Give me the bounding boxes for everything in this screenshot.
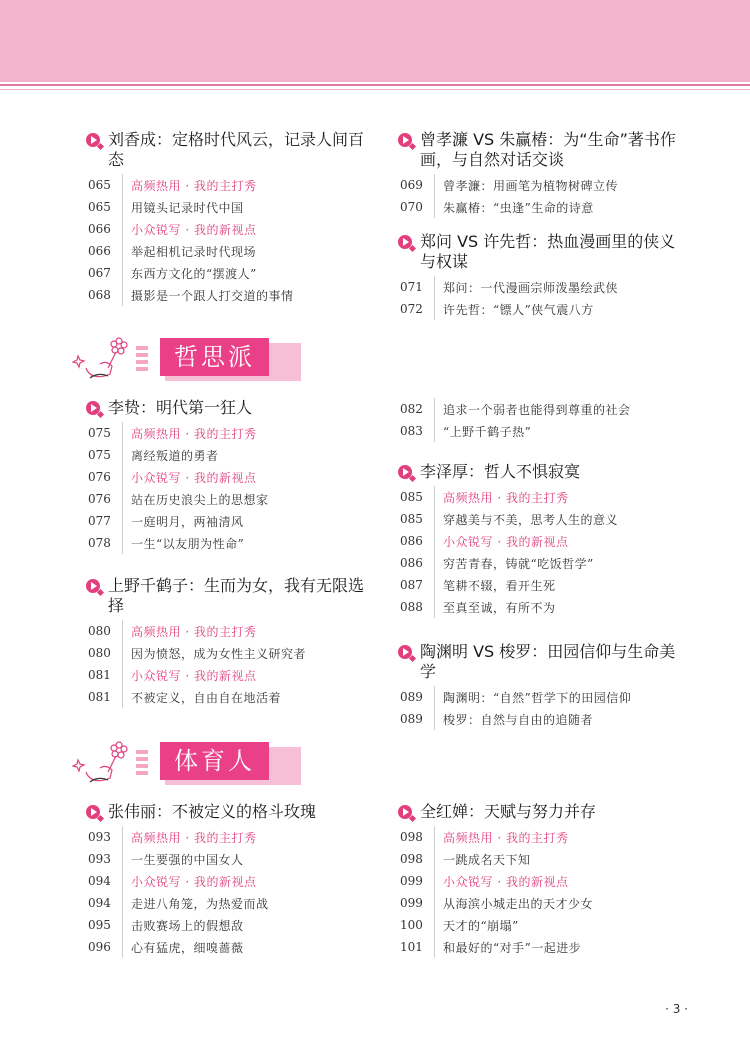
toc-section-zheng (398, 232, 688, 320)
section-title: 李泽厚：哲人不惧寂寞 (420, 462, 581, 481)
entry-title: 高频热用 · 我的主打秀 (131, 830, 257, 845)
entry-divider (122, 174, 123, 196)
toc-entry[interactable] (86, 936, 376, 958)
toc-entry[interactable] (86, 642, 376, 664)
toc-entry[interactable] (86, 510, 376, 532)
page-ref: 093 (88, 830, 111, 844)
play-bullet-icon (86, 133, 100, 147)
play-bullet-icon (398, 235, 412, 249)
toc-entry[interactable] (398, 870, 688, 892)
toc-list (398, 398, 688, 442)
page-ref: 095 (88, 918, 111, 932)
toc-section-zeng (398, 130, 688, 218)
section-heading (86, 802, 376, 822)
toc-entry[interactable] (398, 298, 688, 320)
page-ref: 071 (400, 280, 423, 294)
page-ref: 093 (88, 852, 111, 866)
entry-title: 不被定义，自由自在地活着 (131, 690, 282, 705)
page-ref: 081 (88, 668, 111, 682)
page-ref: 077 (88, 514, 111, 528)
entry-divider (122, 444, 123, 466)
section-title: 刘香成：定格时代风云，记录人间百态 (108, 130, 365, 169)
entry-divider (434, 826, 435, 848)
entry-title: 从海滨小城走出的天才少女 (443, 896, 594, 911)
entry-divider (122, 914, 123, 936)
page-ref: 075 (88, 448, 111, 462)
entry-title: 心有猛虎，细嗅蔷薇 (131, 940, 244, 955)
toc-section-liu (86, 130, 376, 306)
toc-entry[interactable] (398, 486, 688, 508)
toc-section-quan (398, 802, 688, 958)
header-divider-thin (0, 89, 750, 90)
page-ref: 078 (88, 536, 111, 550)
section-heading (398, 232, 688, 272)
toc-section-ueno-cont (398, 394, 688, 442)
entry-title: 击败赛场上的假想敌 (131, 918, 244, 933)
toc-list (398, 174, 688, 218)
entry-divider (434, 574, 435, 596)
entry-title: 东西方文化的“摆渡人” (131, 266, 257, 281)
toc-entry[interactable] (86, 914, 376, 936)
entry-title: 小众锐写 · 我的新视点 (443, 534, 569, 549)
play-bullet-icon (398, 645, 412, 659)
page-ref: 081 (88, 690, 111, 704)
entry-title: 许先哲：“镖人”侠气震八方 (443, 302, 594, 317)
entry-title: 和最好的“对手”一起进步 (443, 940, 582, 955)
header-divider (0, 84, 750, 86)
page-ref: 065 (88, 200, 111, 214)
category-sports (72, 736, 302, 780)
entry-title: 穷苦青春，铸就“吃饭哲学” (443, 556, 594, 571)
toc-entry[interactable] (398, 174, 688, 196)
entry-title: 小众锐写 · 我的新视点 (131, 668, 257, 683)
page-ref: 086 (400, 534, 423, 548)
toc-entry[interactable] (398, 914, 688, 936)
section-title: 李贽：明代第一狂人 (108, 398, 253, 417)
page-ref: 080 (88, 646, 111, 660)
entry-divider (122, 642, 123, 664)
entry-divider (434, 398, 435, 420)
entry-divider (122, 826, 123, 848)
entry-title: 笔耕不辍，看开生死 (443, 578, 556, 593)
entry-title: 曾孝濂：用画笔为植物树碑立传 (443, 178, 619, 193)
flower-hand-icon (72, 736, 132, 796)
category-title: 体育人 (160, 742, 269, 780)
page-ref: 072 (400, 302, 423, 316)
entry-divider (122, 196, 123, 218)
flower-hand-icon (72, 332, 132, 392)
section-heading (398, 802, 688, 822)
entry-divider (122, 892, 123, 914)
section-heading (398, 642, 688, 682)
entry-divider (434, 892, 435, 914)
page-ref: 098 (400, 830, 423, 844)
play-bullet-icon (398, 805, 412, 819)
entry-title: 走进八角笼，为热爱而战 (131, 896, 269, 911)
page-ref: 083 (400, 424, 423, 438)
toc-section-lizehou (398, 462, 688, 618)
toc-entry[interactable] (86, 240, 376, 262)
entry-divider (122, 848, 123, 870)
entry-title: 离经叛道的勇者 (131, 448, 219, 463)
page-ref: 065 (88, 178, 111, 192)
page-ref: 100 (400, 918, 423, 932)
toc-entry[interactable] (398, 826, 688, 848)
toc-entry[interactable] (398, 686, 688, 708)
entry-title: 郑问：一代漫画宗师泼墨绘武侠 (443, 280, 619, 295)
entry-divider (434, 870, 435, 892)
toc-entry[interactable] (86, 488, 376, 510)
toc-entry[interactable] (398, 420, 688, 442)
toc-entry[interactable] (398, 276, 688, 298)
page-ref: 094 (88, 874, 111, 888)
toc-entry[interactable] (86, 218, 376, 240)
toc-entry[interactable] (86, 664, 376, 686)
entry-divider (122, 664, 123, 686)
toc-entry[interactable] (86, 686, 376, 708)
toc-entry[interactable] (398, 848, 688, 870)
toc-entry[interactable] (86, 870, 376, 892)
toc-entry[interactable] (86, 826, 376, 848)
toc-entry[interactable] (398, 398, 688, 420)
section-title: 张伟丽：不被定义的格斗玫瑰 (108, 802, 317, 821)
entry-title: 一生“以友朋为性命” (131, 536, 245, 551)
toc-entry[interactable] (86, 196, 376, 218)
entry-title: “上野千鹤子热” (443, 424, 532, 439)
page-ref: 066 (88, 222, 111, 236)
entry-title: 至真至诚，有所不为 (443, 600, 556, 615)
toc-entry[interactable] (398, 708, 688, 730)
page-ref: 066 (88, 244, 111, 258)
entry-divider (434, 708, 435, 730)
toc-entry[interactable] (86, 174, 376, 196)
entry-divider (434, 914, 435, 936)
page-ref: 068 (88, 288, 111, 302)
section-heading (86, 130, 376, 170)
toc-entry[interactable] (398, 892, 688, 914)
toc-entry[interactable] (398, 508, 688, 530)
page-ref: 094 (88, 896, 111, 910)
toc-list (398, 486, 688, 618)
entry-title: 一生要强的中国女人 (131, 852, 244, 867)
page-ref: 069 (400, 178, 423, 192)
entry-title: 举起相机记录时代现场 (131, 244, 257, 259)
entry-title: 朱赢椿：“虫逢”生命的诗意 (443, 200, 594, 215)
entry-divider (434, 420, 435, 442)
entry-divider (122, 686, 123, 708)
play-bullet-icon (398, 465, 412, 479)
section-heading (86, 576, 376, 616)
page-ref: 080 (88, 624, 111, 638)
page-ref: 085 (400, 490, 423, 504)
page-ref: 076 (88, 492, 111, 506)
play-bullet-icon (86, 805, 100, 819)
section-title: 上野千鹤子：生而为女，我有无限选择 (108, 576, 365, 615)
toc-entry[interactable] (86, 532, 376, 554)
section-title: 全红婵：天赋与努力并存 (420, 802, 597, 821)
entry-divider (122, 240, 123, 262)
entry-title: 高频热用 · 我的主打秀 (131, 178, 257, 193)
entry-title: 穿越美与不美，思考人生的意义 (443, 512, 619, 527)
toc-entry[interactable] (86, 848, 376, 870)
page-ref: 075 (88, 426, 111, 440)
page-ref: 086 (400, 556, 423, 570)
entry-divider (434, 552, 435, 574)
entry-divider (434, 596, 435, 618)
play-bullet-icon (86, 579, 100, 593)
entry-title: 一庭明月，两袖清风 (131, 514, 244, 529)
entry-divider (122, 466, 123, 488)
toc-list (398, 686, 688, 730)
entry-divider (122, 510, 123, 532)
toc-list (398, 826, 688, 958)
section-heading (398, 462, 688, 482)
page-ref: 076 (88, 470, 111, 484)
page-ref: 087 (400, 578, 423, 592)
section-heading (86, 398, 376, 418)
toc-list (86, 422, 376, 554)
entry-divider (434, 530, 435, 552)
toc-entry[interactable] (86, 620, 376, 642)
entry-divider (122, 620, 123, 642)
entry-title: 摄影是一个跟人打交道的事情 (131, 288, 294, 303)
page-ref: 067 (88, 266, 111, 280)
entry-divider (122, 532, 123, 554)
toc-list (86, 620, 376, 708)
entry-divider (122, 422, 123, 444)
page-ref: 089 (400, 690, 423, 704)
entry-divider (122, 488, 123, 510)
entry-title: 梭罗：自然与自由的追随者 (443, 712, 594, 727)
toc-entry[interactable] (398, 596, 688, 618)
toc-entry[interactable] (398, 530, 688, 552)
page-number: · 3 · (665, 1002, 688, 1016)
category-title: 哲思派 (160, 338, 269, 376)
category-philosophy (72, 332, 302, 376)
entry-divider (122, 284, 123, 306)
toc-section-li (86, 398, 376, 554)
entry-title: 一跳成名天下知 (443, 852, 531, 867)
play-bullet-icon (86, 401, 100, 415)
section-title: 郑问 VS 许先哲：热血漫画里的侠义与权谋 (420, 232, 676, 271)
entry-divider (122, 262, 123, 284)
toc-entry[interactable] (86, 444, 376, 466)
toc-entry[interactable] (86, 284, 376, 306)
toc-entry[interactable] (86, 422, 376, 444)
entry-title: 追求一个弱者也能得到尊重的社会 (443, 402, 631, 417)
entry-divider (434, 276, 435, 298)
entry-title: 因为愤怒，成为女性主义研究者 (131, 646, 307, 661)
entry-divider (434, 174, 435, 196)
entry-title: 用镜头记录时代中国 (131, 200, 244, 215)
page-ref: 085 (400, 512, 423, 526)
page-ref: 082 (400, 402, 423, 416)
toc-list (86, 174, 376, 306)
entry-divider (122, 870, 123, 892)
entry-title: 高频热用 · 我的主打秀 (443, 490, 569, 505)
toc-entry[interactable] (86, 262, 376, 284)
entry-title: 站在历史浪尖上的思想家 (131, 492, 269, 507)
toc-section-zhang (86, 802, 376, 958)
section-heading (398, 130, 688, 170)
toc-entry[interactable] (398, 936, 688, 958)
entry-title: 高频热用 · 我的主打秀 (443, 830, 569, 845)
entry-divider (434, 508, 435, 530)
page-ref: 099 (400, 896, 423, 910)
toc-entry[interactable] (398, 574, 688, 596)
entry-title: 小众锐写 · 我的新视点 (131, 470, 257, 485)
entry-title: 陶渊明：“自然”哲学下的田园信仰 (443, 690, 632, 705)
page-ref: 070 (400, 200, 423, 214)
toc-entry[interactable] (86, 892, 376, 914)
entry-divider (434, 196, 435, 218)
page-ref: 089 (400, 712, 423, 726)
page-ref: 101 (400, 940, 423, 954)
section-title: 陶渊明 VS 梭罗：田园信仰与生命美学 (420, 642, 676, 681)
page-ref: 098 (400, 852, 423, 866)
toc-entry[interactable] (398, 552, 688, 574)
entry-divider (122, 936, 123, 958)
entry-divider (434, 486, 435, 508)
play-bullet-icon (398, 133, 412, 147)
section-title: 曾孝濂 VS 朱赢椿：为“生命”著书作画，与自然对话交谈 (420, 130, 676, 169)
toc-list (86, 826, 376, 958)
entry-divider (434, 848, 435, 870)
header-banner (0, 0, 750, 82)
entry-title: 高频热用 · 我的主打秀 (131, 426, 257, 441)
entry-title: 小众锐写 · 我的新视点 (443, 874, 569, 889)
toc-entry[interactable] (398, 196, 688, 218)
toc-section-tao (398, 642, 688, 730)
entry-title: 高频热用 · 我的主打秀 (131, 624, 257, 639)
entry-divider (434, 298, 435, 320)
entry-title: 小众锐写 · 我的新视点 (131, 222, 257, 237)
toc-list (398, 276, 688, 320)
toc-entry[interactable] (86, 466, 376, 488)
toc-section-ueno (86, 576, 376, 708)
page-ref: 099 (400, 874, 423, 888)
entry-title: 小众锐写 · 我的新视点 (131, 874, 257, 889)
entry-divider (434, 686, 435, 708)
page-ref: 088 (400, 600, 423, 614)
entry-divider (434, 936, 435, 958)
entry-title: 天才的“崩塌” (443, 918, 519, 933)
page-ref: 096 (88, 940, 111, 954)
entry-divider (122, 218, 123, 240)
